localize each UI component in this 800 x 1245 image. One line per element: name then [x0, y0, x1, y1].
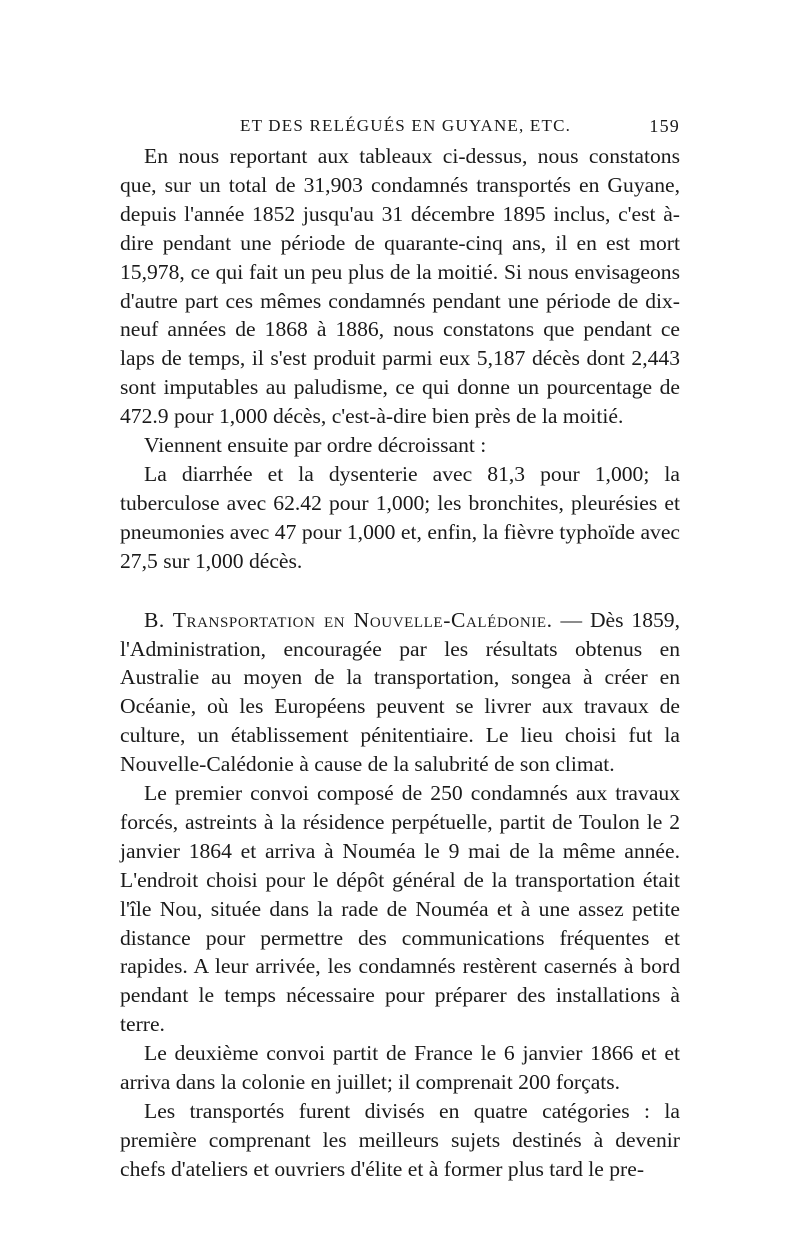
- page-number: 159: [649, 116, 680, 136]
- section-heading: Transportation en Nouvelle-Calédonie.: [172, 607, 553, 632]
- paragraph-decreasing-order: Viennent ensuite par ordre décroissant :: [144, 433, 487, 458]
- paragraph-second-convoy: Le deuxième convoi partit de France le 6 janvier 1866 et et arriva dans la colonie en juillet; il comprenait 200 forçats.: [120, 1041, 680, 1095]
- section-label: B.: [144, 607, 165, 632]
- paragraph-mortality-summary: En nous reportant aux tableaux ci-dessus, nous constatons que, sur un total de 31,903 condamnés transportés en Guyane, depuis l'année 1852 jusqu'au 31 décembre 1895 inclus, c'est à-dire pendant une période de quarante-cinq ans, il en est mort 15,978, ce qui fait un peu plus de la moitié. Si nous envisageons d'autre part ces mêmes condamnés pendant une période de dix-neuf années de 1868 à 1886, nous constatons que pendant ce laps de temps, il s'est produit parmi eux 5,187 décès dont 2,443 sont imputables au paludisme, ce qui donne un pourcentage de 472.9 pour 1,000 décès, c'est-à-dire bien près de la moitié.: [120, 144, 680, 429]
- paragraph-disease-rates: La diarrhée et la dysenterie avec 81,3 pour 1,000; la tuberculose avec 62.42 pour 1,000; les bronchites, pleurésies et pneumonies avec 47 pour 1,000 et, enfin, la fièvre typhoïde avec 27,5 sur 1,000 décès.: [120, 461, 680, 573]
- section-b-intro: [120, 606, 680, 779]
- running-title: ET DES RELÉGUÉS EN GUYANE, ETC.: [240, 116, 572, 135]
- running-head: [120, 112, 680, 142]
- paragraph-categories: Les transportés furent divisés en quatre catégories : la première comprenant les meilleurs sujets destinés à devenir chefs d'ateliers et ouvriers d'élite et à former plus tard le pre-: [120, 1099, 680, 1181]
- book-page: [120, 112, 680, 1184]
- body-text: [120, 142, 680, 1184]
- paragraph-first-convoy: Le premier convoi composé de 250 condamnés aux travaux forcés, astreints à la résidence perpétuelle, partit de Toulon le 2 janvier 1864 et arriva à Nouméa le 9 mai de la même année. L'endroit choisi pour le dépôt général de la transportation était l'île Nou, située dans la rade de Nouméa et à une assez petite distance pour permettre des communications fréquentes et rapides. A leur arrivée, les condamnés restèrent casernés à bord pendant le temps nécessaire pour préparer des installations à terre.: [120, 781, 680, 1037]
- section-lead-text: — Dès 1859, l'Administration, encouragée par les résultats obtenus en Australie au moyen de la transportation, songea à créer en Océanie, où les Européens peuvent se livrer aux travaux de culture, un établissement pénitentiaire. Le lieu choisi fut la Nouvelle-Calédonie à cause de la salubrité de son climat.: [120, 607, 680, 777]
